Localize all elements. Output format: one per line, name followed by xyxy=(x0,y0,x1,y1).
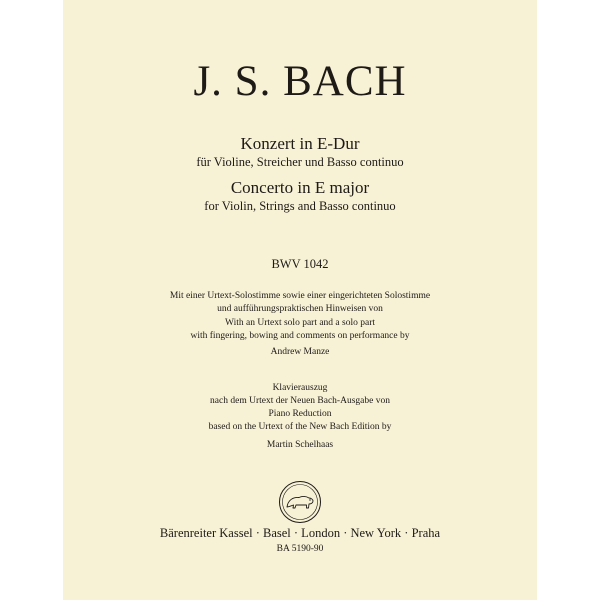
reduction-note-en-line2: based on the Urtext of the New Bach Edition by xyxy=(208,422,392,432)
composer-name: J. S. BACH xyxy=(193,58,407,105)
reduction-note-de-line2: nach dem Urtext der Neuen Bach-Ausgabe von xyxy=(210,396,390,406)
english-subtitle: for Violin, Strings and Basso continuo xyxy=(204,199,396,213)
english-title: Concerto in E major xyxy=(230,178,370,197)
solo-note-en-line1: With an Urtext solo part and a solo part xyxy=(225,318,375,328)
solo-note-de-line1: Mit einer Urtext-Solostimme sowie einer eingerichteten Solostimme xyxy=(169,291,431,301)
catalog-number: BWV 1042 xyxy=(271,257,329,271)
reduction-note-en-line1: Piano Reduction xyxy=(268,409,332,419)
title-page xyxy=(63,0,537,600)
reduction-arranger-name: Martin Schelhaas xyxy=(266,440,334,450)
german-subtitle: für Violine, Streicher und Basso continuo xyxy=(196,155,404,169)
publisher-line: Bärenreiter Kassel · Basel · London · New York · Praha xyxy=(159,526,441,540)
german-title: Konzert in E-Dur xyxy=(240,134,360,153)
reduction-note-de-line1: Klavierauszug xyxy=(272,383,328,393)
baerenreiter-bear-seal-icon xyxy=(278,480,322,524)
solo-note-en-line2: with fingering, bowing and comments on performance by xyxy=(190,331,410,341)
publication-number: BA 5190-90 xyxy=(276,544,324,554)
solo-editor-name: Andrew Manze xyxy=(270,347,330,357)
solo-note-de-line2: und aufführungspraktischen Hinweisen von xyxy=(217,304,383,314)
